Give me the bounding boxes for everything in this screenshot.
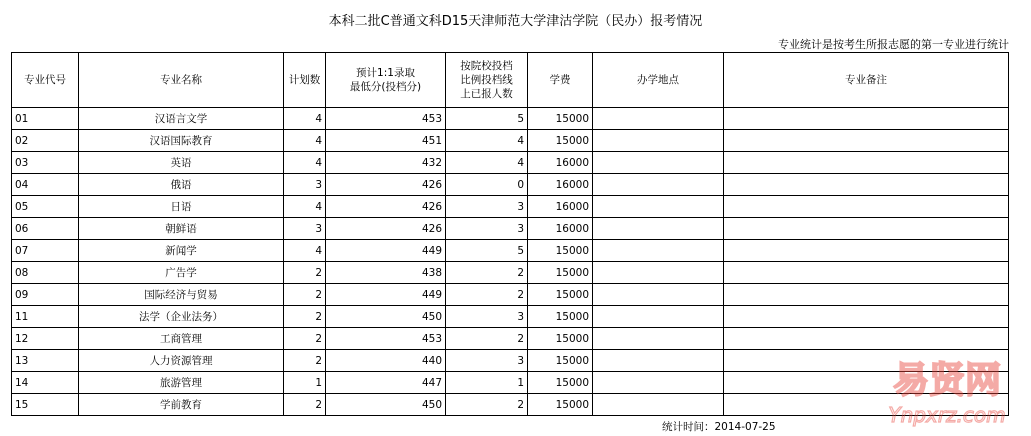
cell-location (593, 108, 724, 130)
header-ratio-line2: 比例投档线 (460, 74, 513, 86)
cell-min-score: 426 (326, 174, 446, 196)
cell-min-score: 426 (326, 218, 446, 240)
header-code: 专业代号 (12, 53, 79, 108)
cell-name: 朝鲜语 (79, 218, 284, 240)
cell-fee: 15000 (528, 130, 593, 152)
cell-plan: 2 (284, 328, 326, 350)
cell-fee: 15000 (528, 350, 593, 372)
cell-applicant-count: 5 (446, 108, 528, 130)
cell-location (593, 262, 724, 284)
cell-remark (724, 306, 1009, 328)
cell-min-score: 453 (326, 328, 446, 350)
table-row (12, 306, 1009, 328)
table-row (12, 130, 1009, 152)
cell-fee: 15000 (528, 108, 593, 130)
cell-fee: 15000 (528, 328, 593, 350)
cell-name: 俄语 (79, 174, 284, 196)
table-header-row (12, 53, 1009, 108)
table-row (12, 240, 1009, 262)
cell-min-score: 453 (326, 108, 446, 130)
table-row (12, 196, 1009, 218)
table-row (12, 262, 1009, 284)
header-remark: 专业备注 (724, 53, 1009, 108)
statistics-time: 统计时间：2014-07-25 (662, 421, 776, 433)
cell-remark (724, 196, 1009, 218)
cell-plan: 3 (284, 218, 326, 240)
cell-name: 广告学 (79, 262, 284, 284)
cell-plan: 4 (284, 130, 326, 152)
cell-code: 02 (12, 130, 79, 152)
cell-plan: 1 (284, 372, 326, 394)
header-min-score (326, 53, 446, 108)
cell-applicant-count: 0 (446, 174, 528, 196)
cell-code: 09 (12, 284, 79, 306)
statistics-note: 专业统计是按考生所报志愿的第一专业进行统计 (778, 38, 1009, 51)
cell-fee: 15000 (528, 284, 593, 306)
cell-applicant-count: 1 (446, 372, 528, 394)
cell-remark (724, 130, 1009, 152)
cell-location (593, 372, 724, 394)
cell-remark (724, 108, 1009, 130)
cell-plan: 2 (284, 284, 326, 306)
cell-plan: 4 (284, 240, 326, 262)
table-row (12, 328, 1009, 350)
cell-remark (724, 284, 1009, 306)
cell-remark (724, 262, 1009, 284)
cell-code: 14 (12, 372, 79, 394)
cell-fee: 16000 (528, 152, 593, 174)
cell-fee: 15000 (528, 240, 593, 262)
cell-applicant-count: 3 (446, 306, 528, 328)
cell-applicant-count: 2 (446, 394, 528, 416)
cell-plan: 2 (284, 306, 326, 328)
cell-remark (724, 328, 1009, 350)
cell-name: 学前教育 (79, 394, 284, 416)
cell-code: 07 (12, 240, 79, 262)
cell-min-score: 450 (326, 306, 446, 328)
cell-name: 日语 (79, 196, 284, 218)
cell-location (593, 174, 724, 196)
cell-code: 06 (12, 218, 79, 240)
cell-name: 法学（企业法务） (79, 306, 284, 328)
header-plan: 计划数 (284, 53, 326, 108)
table-row (12, 174, 1009, 196)
cell-min-score: 432 (326, 152, 446, 174)
cell-remark (724, 174, 1009, 196)
cell-min-score: 450 (326, 394, 446, 416)
cell-plan: 4 (284, 108, 326, 130)
header-ratio-line3: 上已报人数 (460, 88, 513, 100)
cell-min-score: 451 (326, 130, 446, 152)
cell-location (593, 240, 724, 262)
cell-location (593, 394, 724, 416)
cell-applicant-count: 4 (446, 152, 528, 174)
cell-code: 03 (12, 152, 79, 174)
cell-fee: 16000 (528, 218, 593, 240)
cell-remark (724, 240, 1009, 262)
cell-fee: 15000 (528, 262, 593, 284)
cell-location (593, 218, 724, 240)
cell-applicant-count: 4 (446, 130, 528, 152)
cell-location (593, 328, 724, 350)
cell-applicant-count: 2 (446, 328, 528, 350)
cell-plan: 2 (284, 262, 326, 284)
cell-plan: 2 (284, 350, 326, 372)
cell-location (593, 196, 724, 218)
cell-fee: 15000 (528, 394, 593, 416)
cell-code: 01 (12, 108, 79, 130)
cell-fee: 16000 (528, 174, 593, 196)
cell-code: 05 (12, 196, 79, 218)
cell-name: 工商管理 (79, 328, 284, 350)
cell-name: 汉语国际教育 (79, 130, 284, 152)
cell-location (593, 130, 724, 152)
cell-min-score: 426 (326, 196, 446, 218)
cell-min-score: 449 (326, 240, 446, 262)
cell-name: 新闻学 (79, 240, 284, 262)
cell-code: 04 (12, 174, 79, 196)
cell-plan: 2 (284, 394, 326, 416)
table-row (12, 218, 1009, 240)
admission-table (11, 52, 1009, 416)
table-row (12, 394, 1009, 416)
cell-remark (724, 218, 1009, 240)
header-name: 专业名称 (79, 53, 284, 108)
cell-applicant-count: 3 (446, 218, 528, 240)
cell-name: 汉语言文学 (79, 108, 284, 130)
cell-plan: 4 (284, 196, 326, 218)
cell-name: 国际经济与贸易 (79, 284, 284, 306)
cell-fee: 15000 (528, 306, 593, 328)
cell-name: 人力资源管理 (79, 350, 284, 372)
header-location: 办学地点 (593, 53, 724, 108)
cell-code: 13 (12, 350, 79, 372)
header-fee: 学费 (528, 53, 593, 108)
cell-location (593, 152, 724, 174)
cell-name: 英语 (79, 152, 284, 174)
cell-location (593, 284, 724, 306)
cell-min-score: 449 (326, 284, 446, 306)
cell-name: 旅游管理 (79, 372, 284, 394)
table-row (12, 350, 1009, 372)
cell-min-score: 438 (326, 262, 446, 284)
cell-location (593, 306, 724, 328)
header-ratio-line1: 按院校投档 (460, 60, 513, 72)
header-applicant-count (446, 53, 528, 108)
cell-applicant-count: 2 (446, 262, 528, 284)
cell-applicant-count: 2 (446, 284, 528, 306)
table-row (12, 108, 1009, 130)
watermark-logo (872, 350, 1022, 430)
cell-fee: 16000 (528, 196, 593, 218)
cell-code: 12 (12, 328, 79, 350)
cell-fee: 15000 (528, 372, 593, 394)
cell-remark (724, 152, 1009, 174)
cell-min-score: 440 (326, 350, 446, 372)
cell-applicant-count: 3 (446, 350, 528, 372)
cell-plan: 3 (284, 174, 326, 196)
cell-code: 08 (12, 262, 79, 284)
table-row (12, 372, 1009, 394)
watermark-text-en: Ynpxrz.com (888, 403, 1006, 427)
cell-applicant-count: 3 (446, 196, 528, 218)
cell-location (593, 350, 724, 372)
cell-plan: 4 (284, 152, 326, 174)
watermark-text-cn: 易贤网 (892, 360, 1002, 401)
cell-code: 15 (12, 394, 79, 416)
cell-min-score: 447 (326, 372, 446, 394)
table-row (12, 284, 1009, 306)
cell-applicant-count: 5 (446, 240, 528, 262)
header-min-line1: 预计1:1录取 (356, 67, 415, 79)
cell-code: 11 (12, 306, 79, 328)
header-min-line2: 最低分(投档分) (349, 81, 422, 93)
page-title: 本科二批C普通文科D15天津师范大学津沽学院（民办）报考情况 (328, 14, 703, 29)
table-row (12, 152, 1009, 174)
